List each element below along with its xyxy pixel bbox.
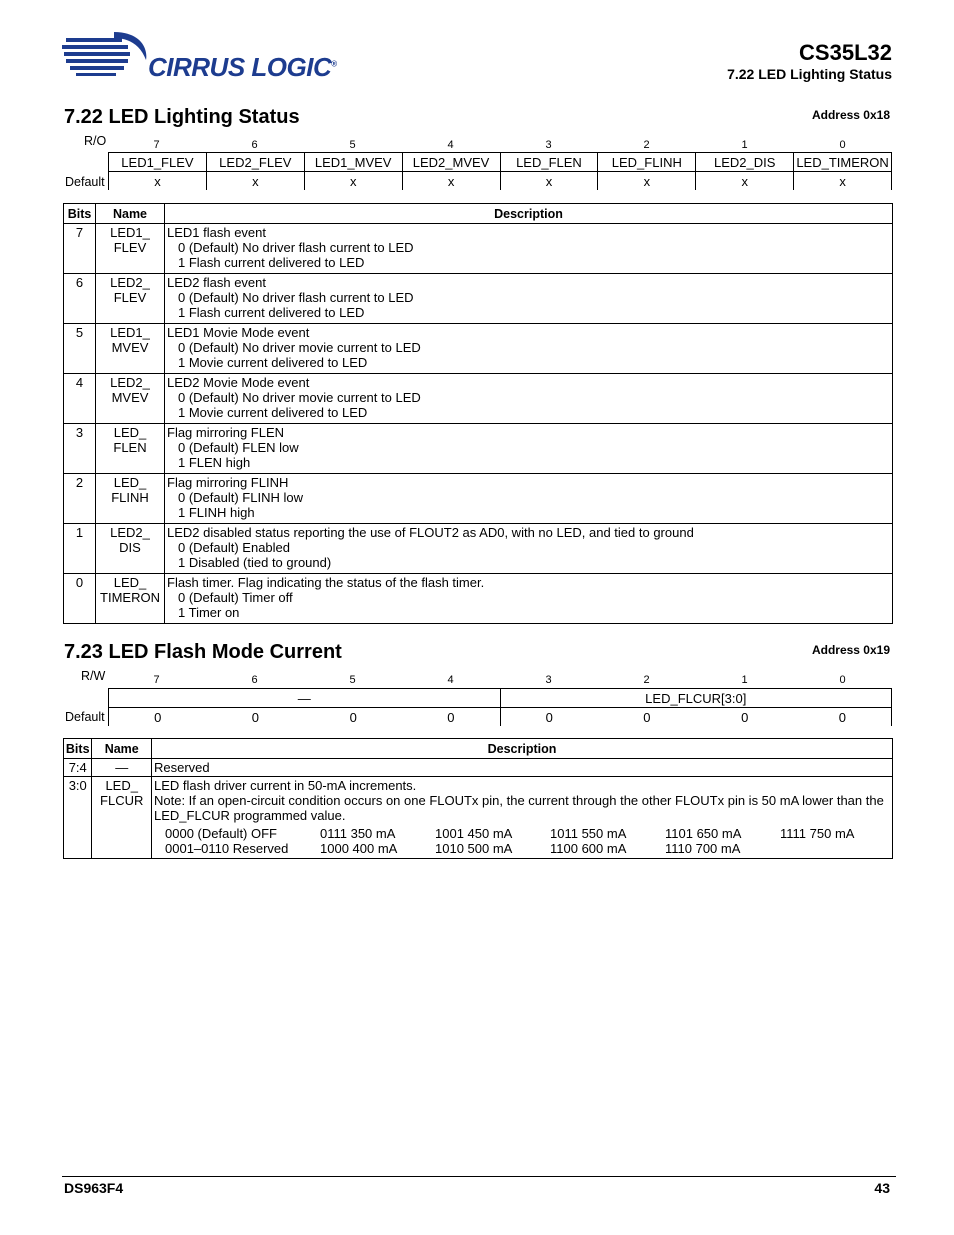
row-description: [165, 324, 893, 374]
section-723-title: 7.23 LED Flash Mode Current: [64, 641, 342, 663]
flcur-code: 1100 600 mA: [550, 841, 627, 856]
bit-number: 7: [153, 139, 160, 151]
register-field: LED_TIMERON: [794, 153, 892, 172]
flcur-code: 1110 700 mA: [665, 841, 741, 856]
row-option-1: 1 Movie current delivered to LED: [178, 355, 368, 370]
row-option-0: 0 (Default) No driver movie current to LED: [178, 390, 421, 405]
register-field: LED1_FLEV: [109, 153, 207, 172]
logo-wordmark: CIRRUS LOGIC®: [148, 52, 337, 82]
row-description: Reserved: [152, 759, 893, 777]
row-description: [165, 474, 893, 524]
row-bits: 7:4: [64, 759, 92, 777]
row-desc-text: Flash timer. Flag indicating the status of the flash timer.: [167, 575, 485, 590]
row-description: [152, 777, 893, 859]
bit-number: 1: [741, 139, 748, 151]
row-description: [165, 274, 893, 324]
row-bit: 2: [64, 474, 96, 524]
row-name-line2: FLEV: [113, 240, 147, 255]
row-desc-text: Flag mirroring FLEN: [167, 425, 285, 440]
row-name: [96, 224, 165, 274]
row-name: [92, 777, 152, 859]
flcur-desc: LED flash driver current in 50-mA increments.: [154, 778, 417, 793]
cirrus-logic-logo: [62, 30, 352, 86]
footer-rule: [62, 1176, 896, 1177]
bit-number: 1: [741, 674, 748, 686]
row-desc-text: Flag mirroring FLINH: [167, 475, 289, 490]
table-row: [64, 374, 893, 424]
row-name-line1: LED1_: [110, 225, 150, 240]
field-reserved: —: [109, 689, 501, 708]
row-option-0: 0 (Default) FLEN low: [178, 440, 299, 455]
flcur-code: 1000 400 mA: [320, 841, 398, 856]
row-bit: 5: [64, 324, 96, 374]
section-723-description-table: [63, 738, 893, 859]
col-bits: Bits: [64, 739, 92, 759]
register-field: LED_FLINH: [598, 153, 696, 172]
row-option-1: 1 Disabled (tied to ground): [178, 555, 332, 570]
flcur-code-grid: [154, 826, 890, 856]
row-name-line1: LED_: [105, 778, 138, 793]
section-722-description-table: [63, 203, 893, 624]
register-default: x: [696, 172, 794, 191]
table-row: [64, 524, 893, 574]
register-field: LED2_MVEV: [402, 153, 500, 172]
section-722-default-label: Default: [65, 175, 105, 189]
row-name: [96, 474, 165, 524]
flcur-code: [780, 841, 890, 856]
row-name-line1: LED2_: [110, 275, 150, 290]
row-desc-text: LED1 flash event: [167, 225, 267, 240]
section-723-access: R/W: [81, 669, 106, 683]
register-default: x: [500, 172, 598, 191]
row-desc-text: LED2 Movie Mode event: [167, 375, 310, 390]
section-722-address: Address 0x18: [811, 108, 890, 122]
register-default: 0: [402, 708, 500, 727]
table-row: [64, 224, 893, 274]
register-723-map: [108, 688, 892, 726]
register-default: x: [794, 172, 892, 191]
row-name-line2: TIMERON: [100, 590, 160, 605]
cirrus-logo-swoosh-icon: [62, 30, 152, 82]
register-default: 0: [349, 709, 357, 725]
row-option-0: 0 (Default) Enabled: [178, 540, 291, 555]
register-default: 0: [794, 708, 892, 727]
header-section-ref: 7.22 LED Lighting Status: [727, 66, 892, 82]
row-option-0: 0 (Default) No driver flash current to LED: [178, 240, 414, 255]
register-default: 0: [741, 709, 749, 725]
register-default: 0: [109, 708, 207, 727]
bit-number: 4: [447, 674, 454, 686]
field-led-flcur: LED_FLCUR[3:0]: [500, 689, 892, 708]
register-default: x: [206, 172, 304, 191]
register-default: 0: [251, 709, 259, 725]
bit-number: 6: [251, 674, 258, 686]
col-name: Name: [92, 739, 152, 759]
register-field: LED_FLEN: [500, 153, 598, 172]
table-row: [64, 324, 893, 374]
row-option-1: 1 FLEN high: [178, 455, 251, 470]
table-row: [64, 274, 893, 324]
bit-number: 3: [545, 139, 552, 151]
row-description: [165, 224, 893, 274]
table-row: [64, 474, 893, 524]
row-name-line1: LED1_: [110, 325, 150, 340]
row-description: [165, 374, 893, 424]
bit-number: 2: [643, 674, 650, 686]
register-default: x: [109, 172, 207, 191]
row-bit: 4: [64, 374, 96, 424]
flcur-code: 1101 650 mA: [665, 826, 742, 841]
row-option-1: 1 Flash current delivered to LED: [178, 255, 365, 270]
col-bits: Bits: [64, 204, 96, 224]
register-default: 0: [500, 708, 598, 727]
section-723-default-label: Default: [65, 710, 105, 724]
bit-number: 0: [839, 674, 846, 686]
row-name: [96, 324, 165, 374]
flcur-code: 1001 450 mA: [435, 826, 513, 841]
table-row: [64, 777, 893, 859]
row-bit: 0: [64, 574, 96, 624]
flcur-note: Note: If an open-circuit condition occurs on one FLOUTx pin, the current through the other FLOUTx pin is 50 mA lower than the LED_FLCUR programmed value.: [154, 793, 884, 823]
row-name: [96, 374, 165, 424]
col-description: Description: [152, 739, 893, 759]
row-name-line2: MVEV: [111, 340, 149, 355]
row-name: [96, 574, 165, 624]
row-name-line1: LED2_: [110, 375, 150, 390]
flcur-code: 0111 350 mA: [320, 826, 396, 841]
row-bit: 7: [64, 224, 96, 274]
part-number: CS35L32: [799, 40, 892, 65]
row-description: [165, 424, 893, 474]
row-name-line1: LED_: [113, 475, 147, 490]
flcur-code: 1011 550 mA: [550, 826, 627, 841]
bit-number: 2: [643, 139, 650, 151]
row-name: —: [92, 759, 152, 777]
section-722-title: 7.22 LED Lighting Status: [64, 106, 300, 128]
register-722-map: [108, 152, 892, 190]
row-name-line2: FLINH: [111, 490, 149, 505]
table-row: [64, 424, 893, 474]
bit-number: 0: [839, 139, 846, 151]
row-name-line2: FLEV: [113, 290, 147, 305]
register-field: LED2_FLEV: [206, 153, 304, 172]
section-722-access: R/O: [84, 134, 107, 148]
bit-number: 3: [545, 674, 552, 686]
bit-number: 6: [251, 139, 258, 151]
row-desc-text: LED1 Movie Mode event: [167, 325, 310, 340]
row-description: [165, 574, 893, 624]
row-bit: 1: [64, 524, 96, 574]
section-723-address: Address 0x19: [811, 643, 890, 657]
footer-page-number: 43: [874, 1180, 890, 1196]
register-default: x: [598, 172, 696, 191]
row-desc-text: LED2 flash event: [167, 275, 267, 290]
register-default: x: [402, 172, 500, 191]
row-option-1: 1 Movie current delivered to LED: [178, 405, 368, 420]
row-bits: 3:0: [64, 777, 92, 859]
bit-number: 7: [153, 674, 160, 686]
row-option-1: 1 Flash current delivered to LED: [178, 305, 365, 320]
col-description: Description: [165, 204, 893, 224]
register-field: LED2_DIS: [696, 153, 794, 172]
row-description: [165, 524, 893, 574]
col-name: Name: [96, 204, 165, 224]
row-option-1: 1 Timer on: [178, 605, 240, 620]
flcur-code: 0001–0110 Reserved: [165, 841, 289, 856]
row-name-line1: LED2_: [110, 525, 150, 540]
bit-number: 5: [349, 674, 356, 686]
row-option-0: 0 (Default) No driver movie current to LED: [178, 340, 421, 355]
row-option-1: 1 FLINH high: [178, 505, 255, 520]
register-default: x: [304, 172, 402, 191]
flcur-code: 1010 500 mA: [435, 841, 513, 856]
table-row: [64, 574, 893, 624]
row-name-line2: FLEN: [113, 440, 147, 455]
row-name-line2: MVEV: [111, 390, 149, 405]
bit-number: 4: [447, 139, 454, 151]
flcur-code: 0000 (Default) OFF: [165, 826, 277, 841]
bit-number: 5: [349, 139, 356, 151]
row-name-line1: LED_: [113, 425, 147, 440]
row-desc-text: LED2 disabled status reporting the use of FLOUT2 as AD0, with no LED, and tied to ground: [167, 525, 694, 540]
row-bit: 6: [64, 274, 96, 324]
row-name: [96, 274, 165, 324]
row-bit: 3: [64, 424, 96, 474]
row-name: [96, 424, 165, 474]
row-option-0: 0 (Default) Timer off: [178, 590, 293, 605]
row-name-line1: LED_: [113, 575, 147, 590]
row-option-0: 0 (Default) FLINH low: [178, 490, 303, 505]
footer-doc-id: DS963F4: [64, 1180, 124, 1196]
register-field: LED1_MVEV: [304, 153, 402, 172]
row-name: [96, 524, 165, 574]
register-default: 0: [643, 709, 651, 725]
flcur-code: 1111 750 mA: [780, 826, 855, 841]
row-option-0: 0 (Default) No driver flash current to LED: [178, 290, 414, 305]
row-name-line2: FLCUR: [100, 793, 144, 808]
table-row: [64, 759, 893, 777]
row-name-line2: DIS: [119, 540, 141, 555]
